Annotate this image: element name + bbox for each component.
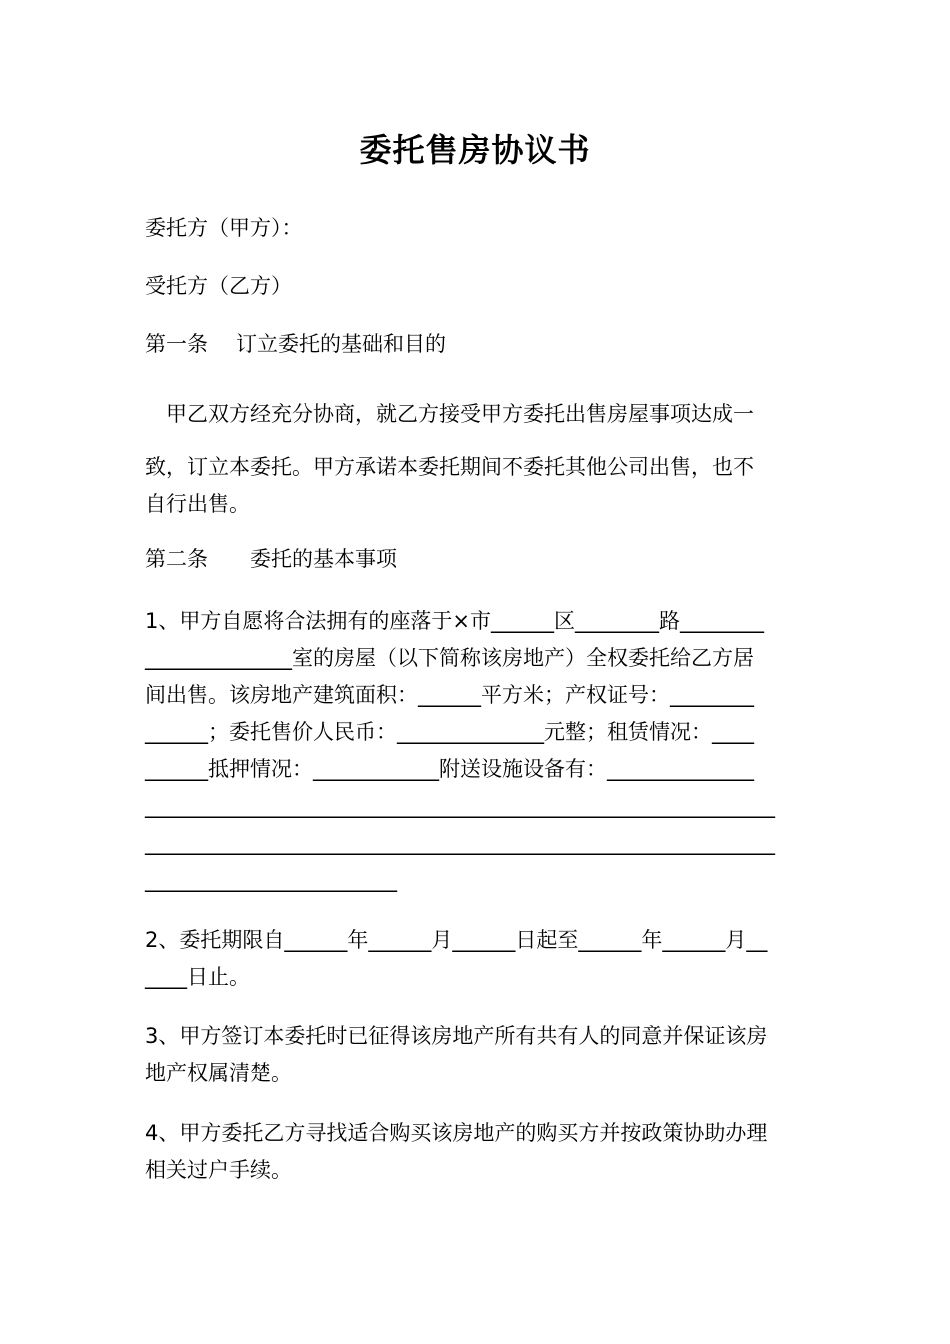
article-2-heading <box>145 545 397 573</box>
clause-3 <box>145 1018 807 1092</box>
article-1-line: 自行出售。 <box>145 492 250 516</box>
clause-4-line: 4、甲方委托乙方寻找适合购买该房地产的购买方并按政策协助办理 <box>145 1121 768 1145</box>
party-a-label: 委托方（甲方）： <box>145 216 303 240</box>
article-1-line: 致，订立本委托。甲方承诺本委托期间不委托其他公司出售，也不 <box>145 455 754 479</box>
article-2-number: 第二条 <box>145 547 208 571</box>
clause-4 <box>145 1115 807 1189</box>
document-title: 委托售房协议书 <box>359 131 591 169</box>
clause-2-line: 2、委托期限自______年______月______日起至______年______月__ <box>145 928 768 952</box>
clause-1-line: ________________________ <box>145 868 397 892</box>
clause-1 <box>145 603 807 899</box>
clause-1-line: ____________________________________________________________ <box>145 794 775 818</box>
article-2-title: 委托的基本事项 <box>250 547 397 571</box>
clause-3-line: 地产权属清楚。 <box>145 1061 292 1085</box>
article-1-body <box>145 396 807 523</box>
article-1-title: 订立委托的基础和目的 <box>236 332 446 356</box>
clause-2 <box>145 922 807 996</box>
clause-3-line: 3、甲方签订本委托时已征得该房地产所有共有人的同意并保证该房 <box>145 1024 768 1048</box>
clause-2-line: ____日止。 <box>145 965 250 989</box>
clause-1-line: ______抵押情况：____________附送设施设备有：______________ <box>145 757 754 781</box>
clause-1-line: 1、甲方自愿将合法拥有的座落于×市______区________路________ <box>145 609 764 633</box>
clause-4-line: 相关过户手续。 <box>145 1158 292 1182</box>
article-1-heading <box>145 330 446 358</box>
clause-1-line: 间出售。该房地产建筑面积：______平方米；产权证号：________ <box>145 683 754 707</box>
party-b-label: 受托方（乙方） <box>145 274 292 298</box>
clause-1-line: ______________室的房屋（以下简称该房地产）全权委托给乙方居 <box>145 646 754 670</box>
article-1-line: 甲乙双方经充分协商，就乙方接受甲方委托出售房屋事项达成一 <box>145 402 754 426</box>
clause-1-line: ______；委托售价人民币：______________元整；租赁情况：____ <box>145 720 754 744</box>
article-1-number: 第一条 <box>145 332 208 356</box>
clause-1-line: ____________________________________________________________ <box>145 831 775 855</box>
